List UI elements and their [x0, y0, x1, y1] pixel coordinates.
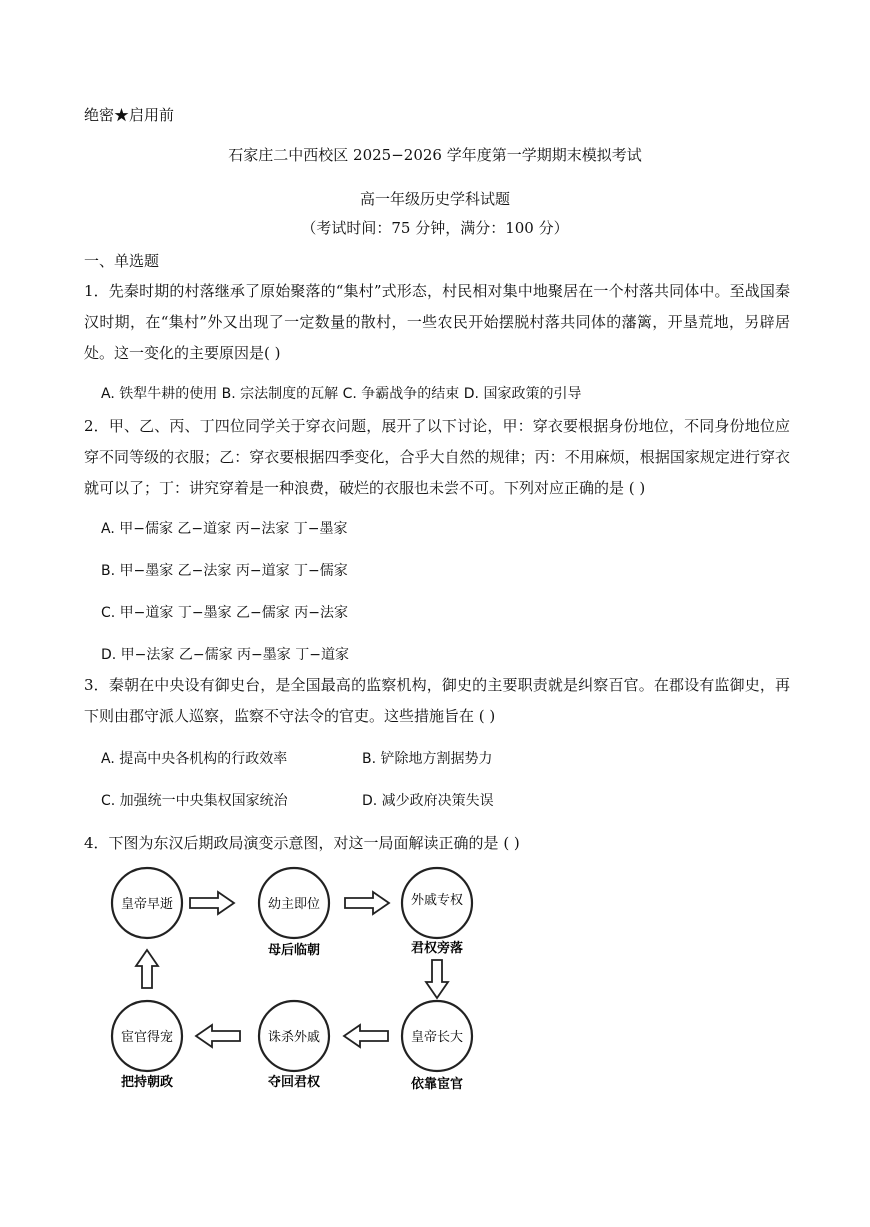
question-3-option-c: C. 加强统一中央集权国家统治: [101, 793, 288, 809]
arrow-left-icon: [344, 1025, 388, 1047]
question-1-stem: 1．先秦时期的村落继承了原始聚落的“集村”式形态，村民相对集中地聚居在一个村落共同体中。至战国秦汉时期，在“集村”外又出现了一定数量的散村，一些农民开始摆脱村落共同体的藩篱，开垦荒地，另辟居处。这一变化的主要原因是( ): [84, 282, 790, 362]
node-caption-5: 夺回君权: [267, 1075, 321, 1090]
node-caption-3: 君权旁落: [410, 941, 464, 956]
question-3-option-d: D. 减少政府决策失误: [362, 793, 494, 809]
node-caption-6: 把持朝政: [120, 1075, 174, 1090]
question-2-option-c: C. 甲−道家 丁−墨家 乙−儒家 丙−法家: [101, 605, 348, 621]
node-caption-4: 依靠宦官: [410, 1077, 464, 1092]
question-2-option-a: A. 甲−儒家 乙−道家 丙−法家 丁−墨家: [101, 521, 348, 537]
question-3-option-b: B. 铲除地方割据势力: [362, 751, 493, 767]
school-title: 石家庄二中西校区 2025−2026 学年度第一学期期末模拟考试: [228, 146, 642, 164]
question-2-stem: 2．甲、乙、丙、丁四位同学关于穿衣问题，展开了以下讨论，甲：穿衣要根据身份地位，不同身份地位应穿不同等级的衣服；乙：穿衣要根据四季变化，合乎大自然的规律；丙：不用麻烦，根据国家规定进行穿衣就可以了；丁：讲究穿着是一种浪费，破烂的衣服也未尝不可。下列对应正确的是 ( ): [84, 417, 790, 497]
arrow-right-icon: [190, 892, 234, 914]
question-2-option-d: D. 甲−法家 乙−儒家 丙−墨家 丁−道家: [101, 647, 349, 663]
secret-label: 绝密★启用前: [84, 106, 175, 124]
question-2-option-b: B. 甲−墨家 乙−法家 丙−道家 丁−儒家: [101, 563, 348, 579]
arrow-down-icon: [426, 960, 448, 998]
question-3-option-a: A. 提高中央各机构的行政效率: [101, 751, 288, 767]
node-label-2: 幼主即位: [267, 897, 321, 912]
node-caption-2: 母后临朝: [267, 943, 321, 958]
subject-title: 高一年级历史学科试题: [359, 190, 510, 208]
arrow-right-icon: [345, 892, 389, 914]
node-label-1: 皇帝早逝: [120, 897, 174, 912]
node-label-4: 皇帝长大: [410, 1030, 464, 1045]
exam-info: （考试时间：75 分钟，满分：100 分）: [301, 219, 569, 237]
arrow-up-icon: [136, 950, 158, 988]
question-3-stem: 3．秦朝在中央设有御史台，是全国最高的监察机构，御史的主要职责就是纠察百官。在郡设有监御史，再下则由郡守派人巡察，监察不守法令的官吏。这些措施旨在 ( ): [84, 676, 790, 725]
arrow-left-icon: [196, 1025, 240, 1047]
node-label-5: 诛杀外戚: [267, 1030, 321, 1045]
section-title: 一、单选题: [84, 252, 160, 270]
question-1-options: A. 铁犁牛耕的使用 B. 宗法制度的瓦解 C. 争霸战争的结束 D. 国家政策的引导: [101, 386, 582, 402]
node-label-3: 外戚专权: [410, 893, 464, 908]
politics-evolution-diagram: [90, 860, 490, 1100]
node-label-6: 宦官得宠: [120, 1030, 174, 1045]
question-4-stem: 4．下图为东汉后期政局演变示意图，对这一局面解读正确的是 ( ): [84, 834, 520, 852]
